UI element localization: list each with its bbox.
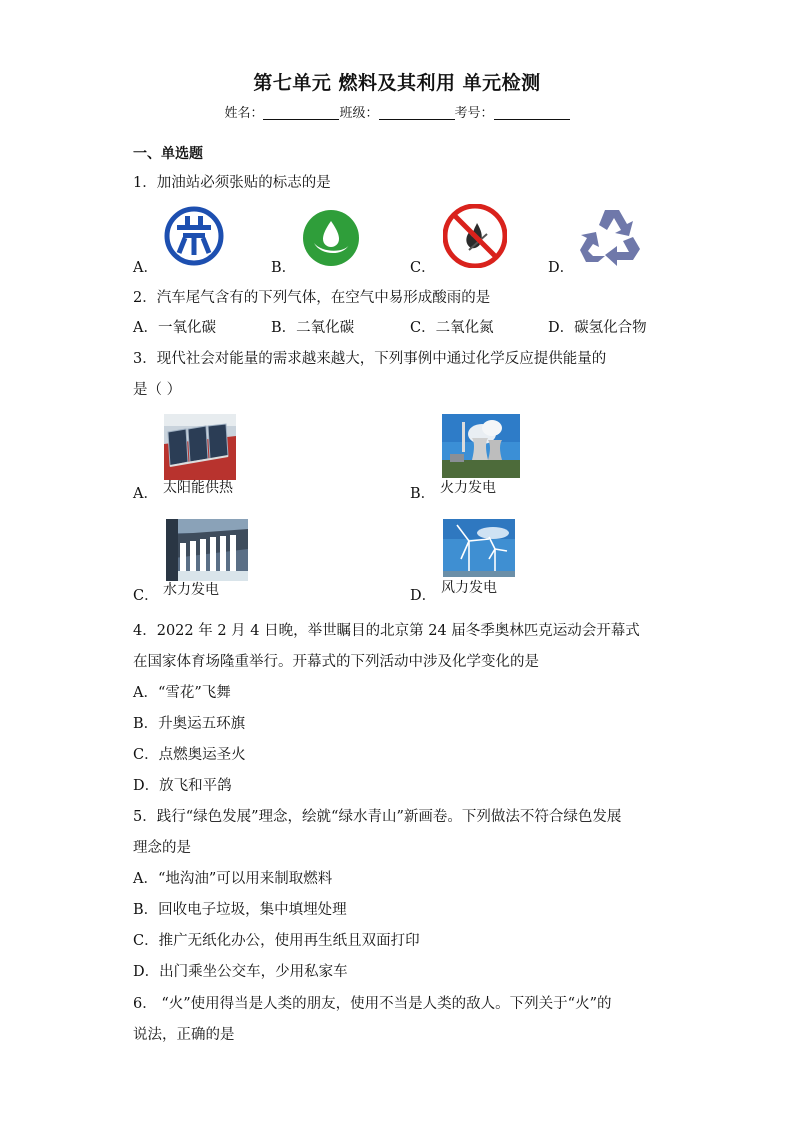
q3-option-d: D． [410, 588, 437, 604]
name-label: 姓名： [224, 106, 264, 121]
name-blank[interactable] [263, 105, 339, 120]
no-fire-icon [443, 204, 507, 268]
water-saving-icon [302, 209, 360, 267]
q2-option-d: D．碳氢化合物 [548, 320, 647, 336]
q3-option-c: C． [133, 588, 159, 604]
class-label: 班级： [339, 106, 379, 121]
exam-no-label: 考号： [454, 106, 494, 121]
question-2-stem: 2．汽车尾气含有的下列气体，在空气中易形成酸雨的是 [133, 290, 491, 306]
q4-option-b: B．升奥运五环旗 [133, 716, 246, 732]
page-title: 第七单元 燃料及其利用 单元检测 [253, 72, 541, 94]
q3-caption-d: 风力发电 [441, 580, 497, 596]
question-1-stem: 1．加油站必须张贴的标志的是 [133, 175, 331, 191]
section-title: 一、单选题 [133, 146, 203, 162]
q1-option-d: D． [548, 260, 575, 276]
q5-option-c: C．推广无纸化办公，使用再生纸且双面打印 [133, 933, 420, 949]
class-blank[interactable] [379, 105, 455, 120]
q2-option-c: C．二氧化氮 [410, 320, 494, 336]
q1-option-c: C． [410, 260, 436, 276]
solar-heating-photo [164, 414, 236, 480]
student-info-line [0, 102, 794, 121]
q1-option-b: B． [271, 260, 297, 276]
question-4-stem-line-2: 在国家体育场隆重举行。开幕式的下列活动中涉及化学变化的是 [133, 654, 539, 670]
wind-power-photo [443, 519, 515, 577]
exam-no-blank[interactable] [494, 105, 570, 120]
q3-caption-a: 太阳能供热 [163, 480, 233, 496]
energy-saving-icon [163, 205, 225, 267]
question-6-stem-line-2: 说法，正确的是 [133, 1027, 235, 1043]
q5-option-a: A．“地沟油”可以用来制取燃料 [133, 871, 333, 887]
question-4-stem-line-1: 4．2022 年 2 月 4 日晚，举世瞩目的北京第 24 届冬季奥林匹克运动会开幕式 [133, 623, 640, 639]
q2-option-a: A．一氧化碳 [133, 320, 216, 336]
q4-option-a: A．“雪花”飞舞 [133, 685, 231, 701]
hydropower-photo [166, 519, 248, 581]
q1-option-a: A． [133, 260, 158, 276]
question-6-stem-line-1: 6． “火”使用得当是人类的朋友，使用不当是人类的敌人。下列关于“火”的 [133, 996, 612, 1012]
q4-option-d: D．放飞和平鸽 [133, 778, 232, 794]
q5-option-b: B．回收电子垃圾，集中填埋处理 [133, 902, 347, 918]
question-3-stem-line-2: 是（ ） [133, 382, 182, 398]
q3-option-b: B． [410, 486, 436, 502]
recycle-icon [577, 204, 647, 268]
q4-option-c: C．点燃奥运圣火 [133, 747, 246, 763]
thermal-power-photo [442, 414, 520, 478]
question-5-stem-line-2: 理念的是 [133, 840, 191, 856]
q3-caption-b: 火力发电 [440, 480, 496, 496]
q3-option-a: A． [133, 486, 158, 502]
q3-caption-c: 水力发电 [163, 582, 219, 598]
question-5-stem-line-1: 5．践行“绿色发展”理念，绘就“绿水青山”新画卷。下列做法不符合绿色发展 [133, 809, 622, 825]
question-3-stem-line-1: 3．现代社会对能量的需求越来越大，下列事例中通过化学反应提供能量的 [133, 351, 607, 367]
q5-option-d: D．出门乘坐公交车，少用私家车 [133, 964, 348, 980]
q2-option-b: B．二氧化碳 [271, 320, 355, 336]
